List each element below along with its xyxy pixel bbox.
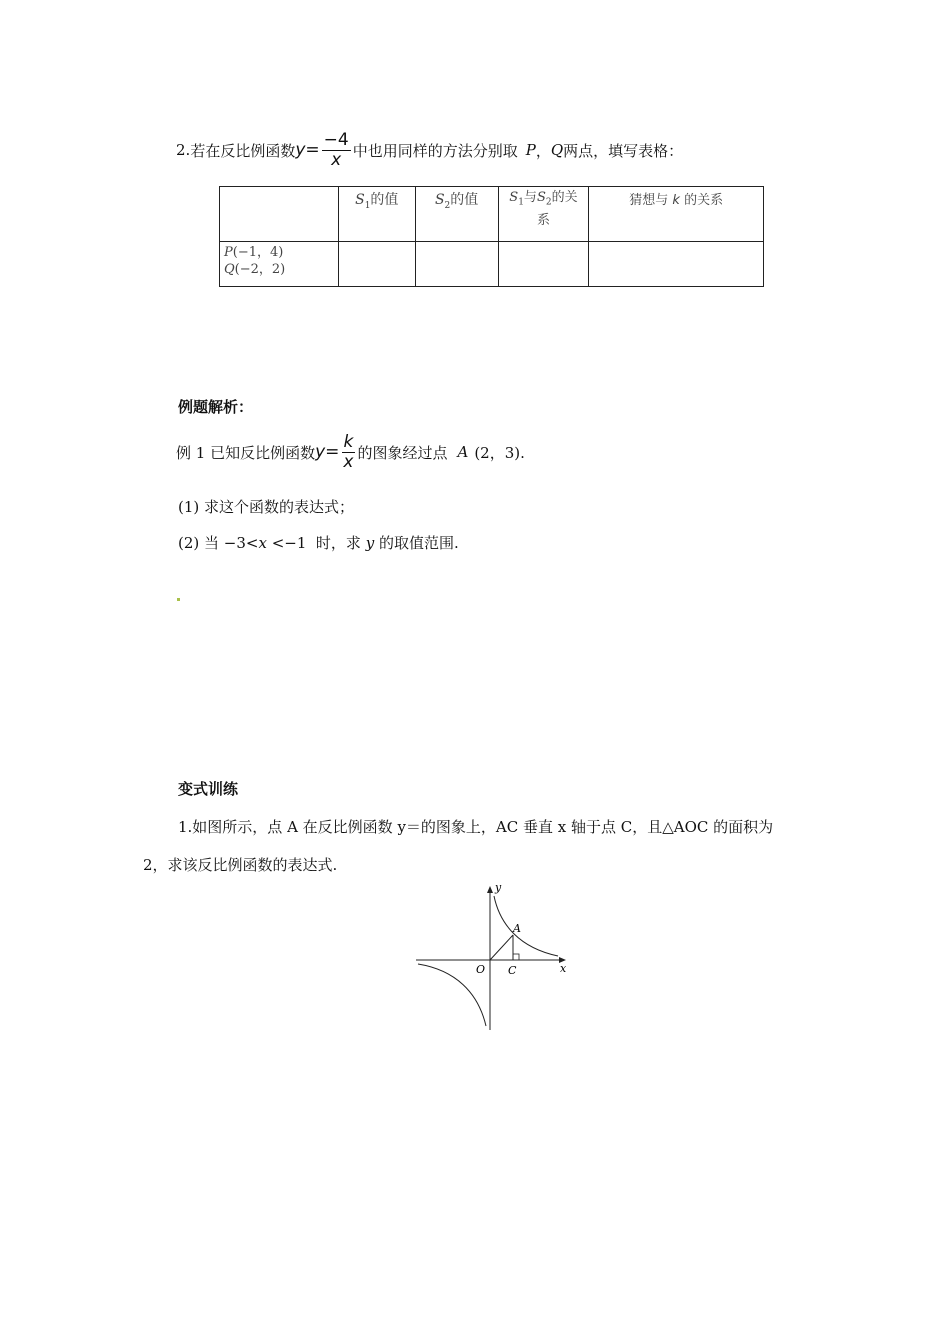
fraction-denominator: x <box>343 451 354 472</box>
answer-cell-relation[interactable] <box>498 242 589 287</box>
stray-mark <box>177 598 180 601</box>
fraction-neg4-over-x <box>322 131 351 170</box>
example-part-1: (1) 求这个函数的表达式； <box>178 498 355 516</box>
table-header-row <box>220 187 764 242</box>
header-s2-value: $S_2$的值 <box>415 187 498 242</box>
table-corner-cell <box>220 187 339 242</box>
curve-branch-q1 <box>494 896 558 956</box>
example-intro-b: 的图象经过点 <box>357 443 448 462</box>
header-guess-k-relation: 猜想与 k 的关系 <box>589 187 764 242</box>
variant-line-2: 2，求该反比例函数的表达式. <box>143 856 338 874</box>
answer-cell-s2[interactable] <box>415 242 498 287</box>
question-2 <box>176 128 683 172</box>
example-heading: 例题解析： <box>178 398 254 416</box>
fraction-denominator: x <box>331 149 342 170</box>
hyperbola-graph <box>410 880 580 1035</box>
fill-in-table <box>219 186 764 287</box>
points-cell: P(−1，4) Q(−2，2) <box>220 242 339 287</box>
header-s1-s2-relation: $S_1$与$S_2$的关 系 <box>498 187 589 242</box>
equals-sign: = <box>305 140 320 160</box>
question-suffix-a: 中也用同样的方法分别取 <box>352 141 518 160</box>
var-y: y <box>315 442 326 462</box>
label-c: C <box>508 964 517 977</box>
label-a: A <box>513 922 521 935</box>
segment-oa <box>490 935 513 960</box>
label-x: x <box>560 962 567 975</box>
example-1 <box>176 430 525 474</box>
point-a-label: A <box>457 443 469 461</box>
table-row <box>220 242 764 287</box>
fraction-k-over-x <box>341 433 355 472</box>
point-q-label: Q <box>550 141 564 159</box>
example-intro-a: 例 1 已知反比例函数 <box>176 443 316 462</box>
fraction-numerator: k <box>343 431 354 452</box>
var-y: y <box>295 140 306 160</box>
example-part-2: (2) 当 −3<x <−1 时，求 y 的取值范围. <box>178 534 459 552</box>
y-axis-arrow-icon <box>487 886 493 893</box>
answer-cell-guess[interactable] <box>589 242 764 287</box>
point-a-coords: (2，3). <box>474 443 525 462</box>
equals-sign: = <box>325 442 340 462</box>
comma: ， <box>535 141 551 160</box>
header-s1-value: $S_1$的值 <box>338 187 415 242</box>
point-p-label: P <box>525 141 536 159</box>
label-y: y <box>495 881 502 894</box>
label-o: O <box>476 963 486 976</box>
question-number: 2. <box>176 141 191 159</box>
question-prefix: 若在反比例函数 <box>190 141 296 160</box>
fraction-numerator: −4 <box>323 129 349 150</box>
variant-heading: 变式训练 <box>178 780 239 798</box>
answer-cell-s1[interactable] <box>338 242 415 287</box>
question-suffix-b: 两点，填写表格： <box>563 141 684 160</box>
right-angle-mark <box>513 954 519 960</box>
variant-line-1: 1.如图所示，点 A 在反比例函数 y＝的图象上，AC 垂直 x 轴于点 C，且△AOC 的面积为 <box>178 818 774 836</box>
